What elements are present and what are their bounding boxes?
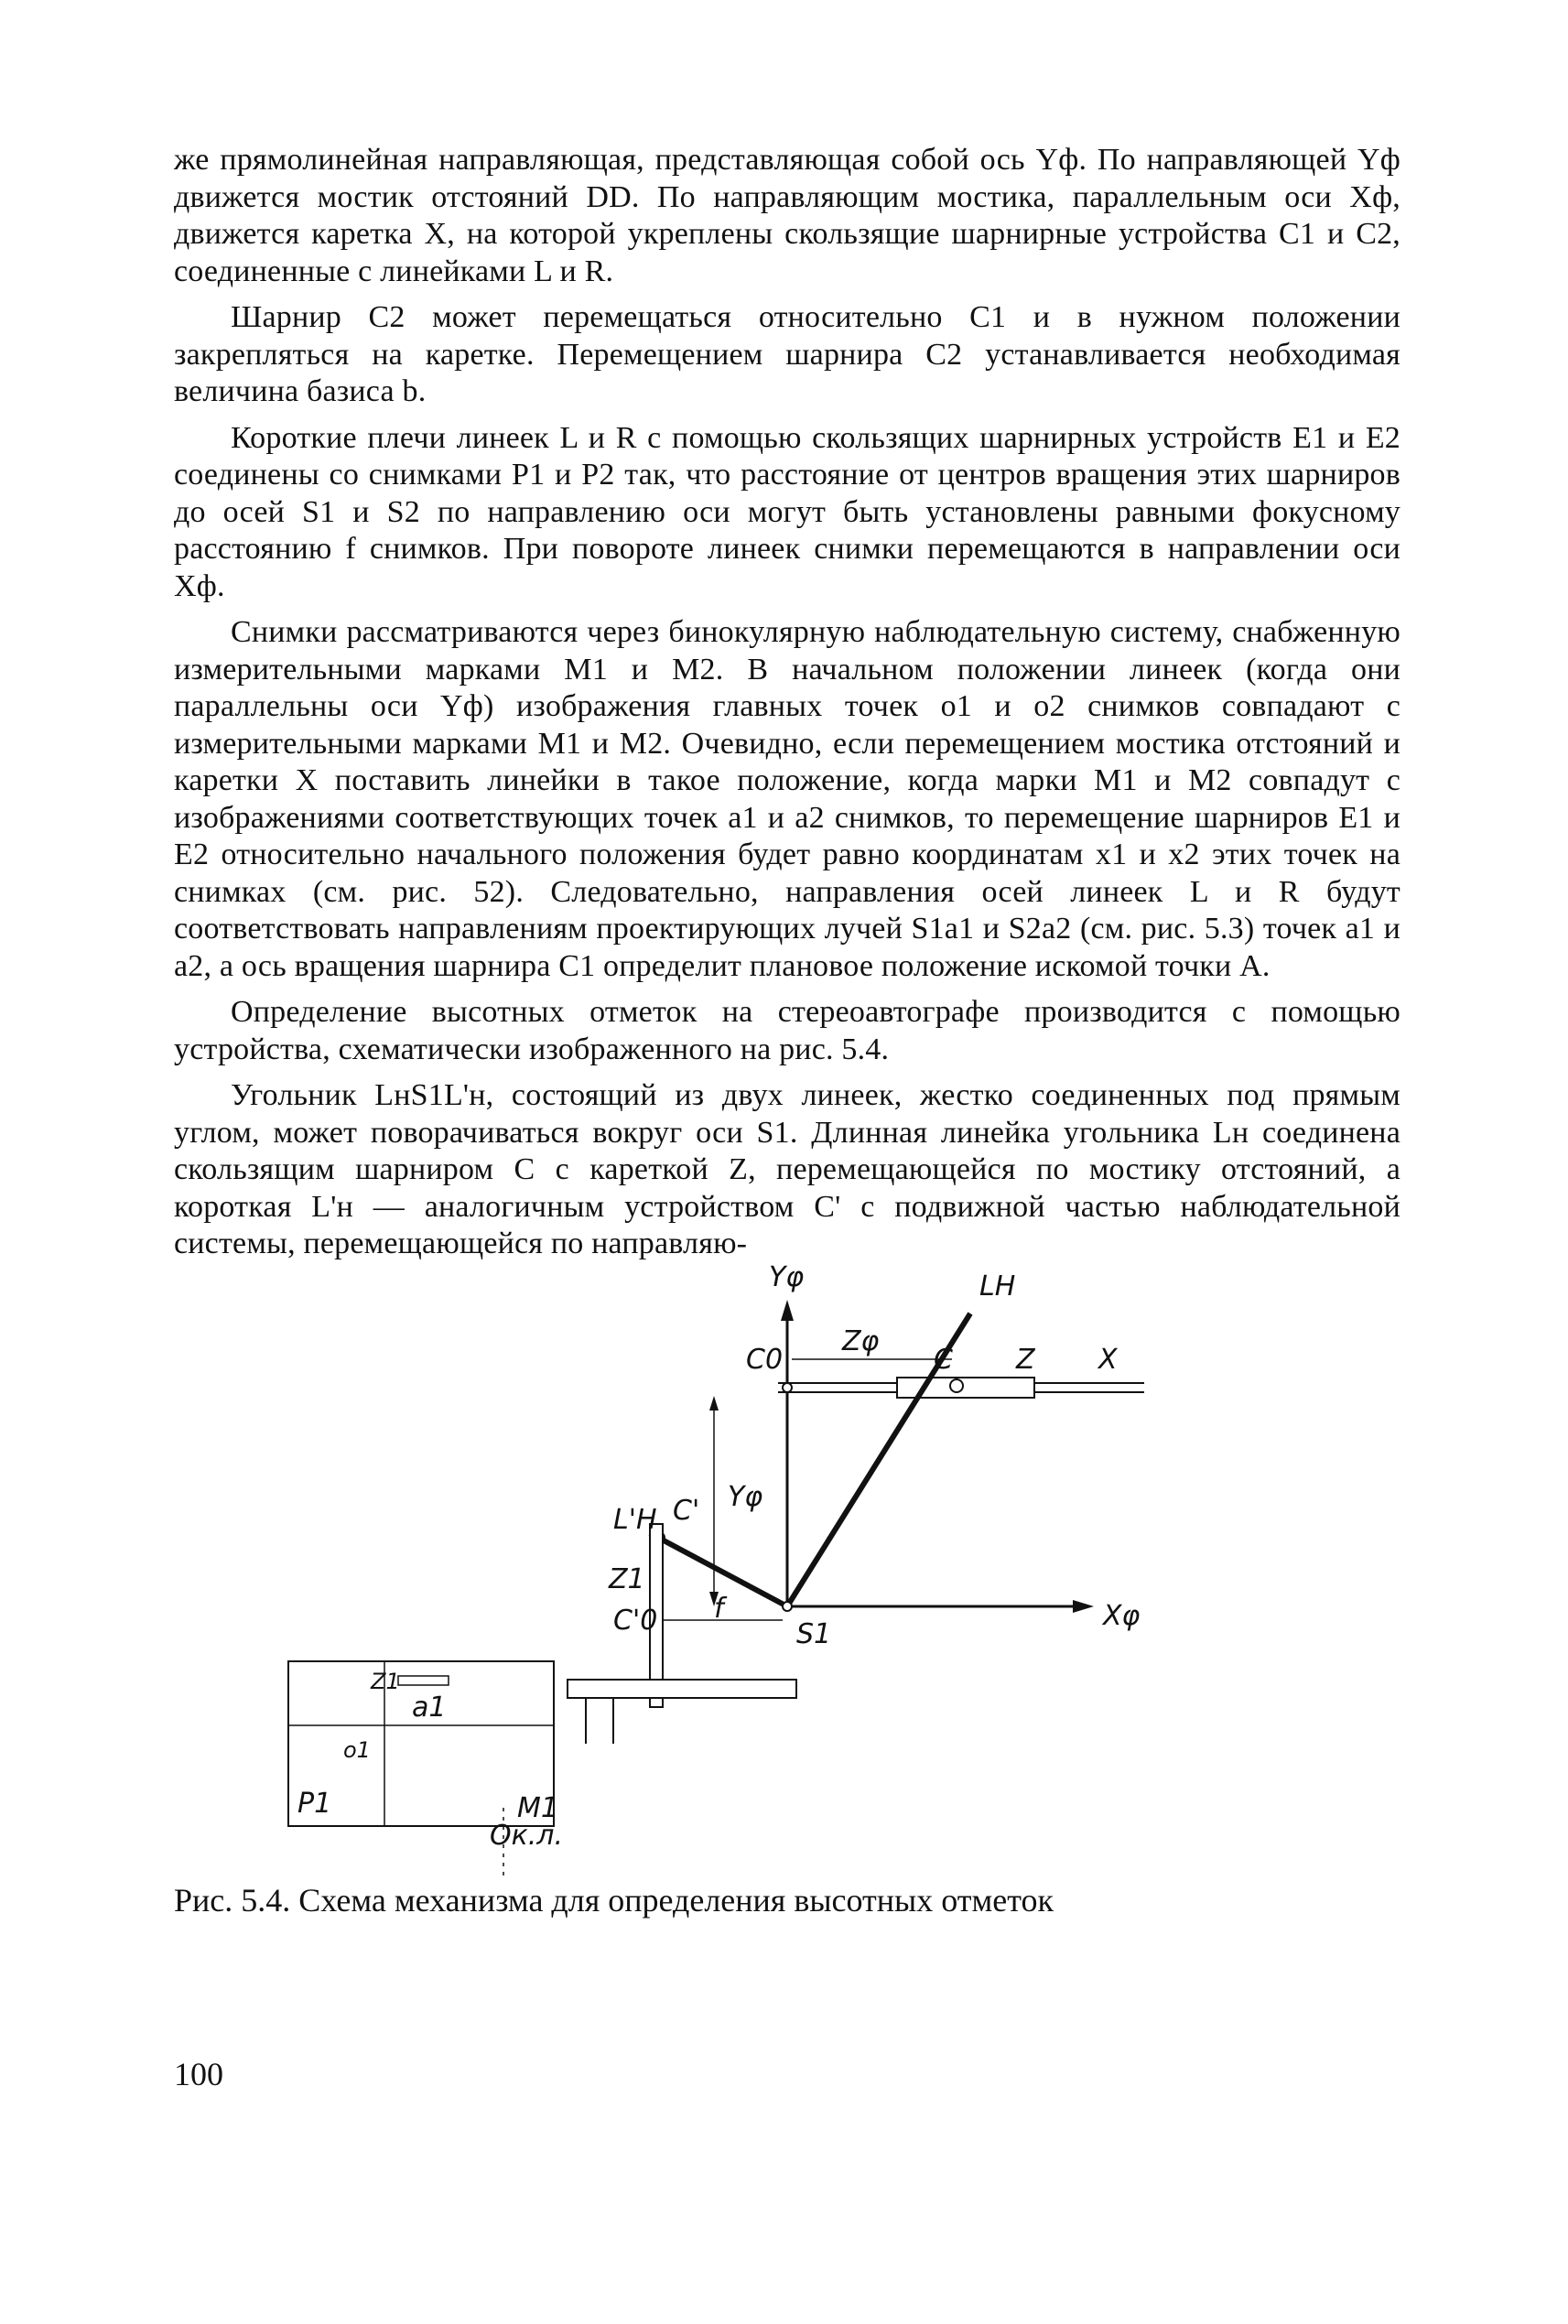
label-zf: Zφ [842,1325,880,1357]
label-a1: a1 [412,1692,447,1724]
label-c: C [934,1344,953,1376]
label-ok: Ок.л. [490,1820,563,1852]
label-p1: P1 [297,1788,332,1820]
y-axis-arrow [781,1300,794,1321]
paragraph-6: Угольник LнS1L'н, состоящий из двух линеек, жестко соединенных под прямым углом, может поворачиваться вокруг оси S1. Длинная линейка угольника Lн соединена скользящим шарниром C с кареткой Z, перемещающейся по мостику отстояний, а короткая L'н — аналогичным устройством C' с подвижной частью наблюдательной системы, перемещающейся по направляю- [174,1078,1400,1260]
paragraph-5: Определение высотных отметок на стереоавтографе производится с помощью устройства, схематически изображенного на рис. 5.4. [174,995,1400,1066]
figure-5-4 [297,1259,1208,1854]
label-c-prime: C' [673,1495,700,1527]
paragraph-3: Короткие плечи линеек L и R с помощью скользящих шарнирных устройств E1 и E2 соединены со снимками P1 и P2 так, что расстояние от центров вращения этих шарниров до осей S1 и S2 по направлению оси могут быть установлены равными фокусному расстоянию f снимков. При повороте линеек снимки перемещаются в направлении оси Xф. [174,420,1400,603]
figure-caption: Рис. 5.4. Схема механизма для определения высотных отметок [174,1882,1054,1919]
label-lh: LH [979,1270,1016,1303]
yf-dim-arrow-top [709,1396,719,1411]
label-x: X [1098,1344,1118,1376]
c-hinge [950,1379,963,1392]
label-o1: o1 [343,1737,371,1763]
label-y-axis-top: Yφ [769,1261,805,1293]
paragraph-4: Снимки рассматриваются через бинокулярную наблюдательную систему, снабженную измерительными марками M1 и M2. В начальном положении линеек (когда они параллельны оси Yф) изображения главных точек o1 и o2 снимков совпадают с измерительными марками M1 и M2. Очевидно, если перемещением мостика отстояний и каретки X поставить линейки в такое положение, когда марки M1 и M2 совпадут с изображениями соответствующих точек a1 и a2 снимков, то перемещение шарниров E1 и E2 относительно начального положения будет равно координатам x1 и x2 этих точек на снимках (см. рис. 52). Следовательно, направления осей линеек L и R будут соответствовать направлениям проектирующих лучей S1a1 и S2a2 (см. рис. 5.3) точек a1 и a2, а ось вращения шарнира C1 определит плановое положение искомой точки A. [174,615,1400,983]
label-z1: Z1 [609,1563,645,1595]
body-text [174,142,1400,1272]
label-f: f [714,1593,724,1625]
label-s1: S1 [796,1618,832,1650]
paragraph-2: Шарнир C2 может перемещаться относительно C1 и в нужном положении закрепляться на каретке. Перемещением шарнира C2 устанавливается необходимая величина базиса b. [174,300,1400,408]
label-m1: M1 [517,1792,558,1824]
s1-hinge [783,1602,792,1611]
label-c0: C0 [746,1344,784,1376]
label-z: Z [1016,1344,1035,1376]
c0-hinge [783,1383,792,1392]
label-lh-prime: L'H [613,1504,657,1536]
paragraph-1: же прямолинейная направляющая, представляющая собой ось Yф. По направляющей Yф движется мостик отстояний DD. По направляющим мостика, параллельным оси Xф, движется каретка X, на которой укреплены скользящие шарнирные устройства C1 и C2, соединенные с линейками L и R. [174,143,1400,288]
label-x-axis: Xφ [1103,1600,1141,1632]
observation-arm [568,1680,796,1698]
label-yf-mid: Yφ [728,1481,763,1513]
mechanism-diagram [297,1259,1208,1854]
label-z1-small: Z1 [371,1669,400,1694]
label-c0-prime: C'0 [613,1605,658,1637]
page-number: 100 [174,2056,223,2092]
x-axis-arrow [1073,1600,1094,1613]
mark-holder [398,1676,449,1685]
